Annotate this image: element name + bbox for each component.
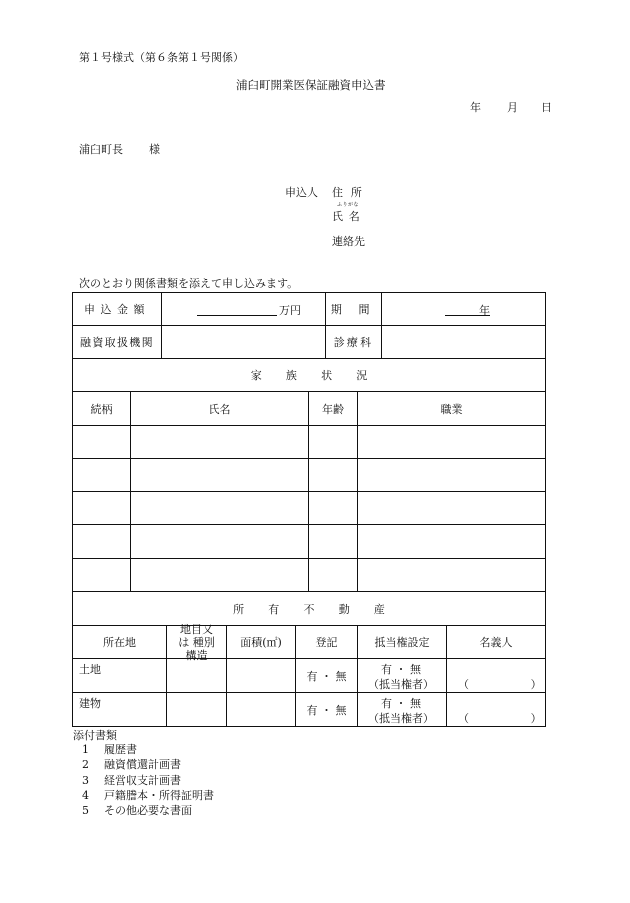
- list-item-number: 2: [82, 758, 89, 772]
- intro-text: 次のとおり関係書類を添えて申し込みます。: [79, 277, 299, 290]
- property-header-registration: 登記: [315, 636, 338, 649]
- family-relation-cell[interactable]: [73, 459, 130, 491]
- list-item: [80, 803, 214, 818]
- family-section-title: 家族状況: [250, 369, 392, 382]
- property-header-location: 所在地: [103, 636, 136, 649]
- family-name-cell[interactable]: [131, 492, 308, 524]
- addressee-honorific: 様: [149, 143, 160, 156]
- property-area-cell[interactable]: [227, 693, 295, 726]
- family-name-cell[interactable]: [131, 525, 308, 558]
- property-header-land-type-wrap: [167, 622, 226, 662]
- family-age-cell[interactable]: [309, 459, 357, 491]
- property-kind-label: 建物: [79, 697, 101, 710]
- family-age-cell[interactable]: [309, 426, 357, 458]
- family-relation-cell[interactable]: [73, 559, 130, 591]
- list-item-number: 1: [82, 743, 89, 756]
- property-mortgagee-label: （抵当権者）: [368, 678, 434, 691]
- applicant-furigana-label: ふりがな: [337, 202, 360, 208]
- family-header-relation: 続柄: [90, 402, 113, 416]
- loan-period-label: 期 間: [330, 303, 377, 316]
- date-day-label: 日: [541, 101, 552, 114]
- addressee: 浦臼町長: [79, 143, 123, 156]
- loan-institution-label: 融資取扱機関: [80, 336, 154, 349]
- list-item-number: 3: [82, 773, 89, 787]
- property-header-area: 面積(㎡): [240, 636, 282, 649]
- page-title: 浦臼町開業医保証融資申込書: [236, 78, 386, 92]
- property-land-type-cell[interactable]: [167, 693, 226, 726]
- property-header-land-type: 地目又は 種別構造: [178, 622, 215, 662]
- property-area-cell[interactable]: [227, 659, 295, 692]
- attachments-list: [80, 742, 214, 818]
- family-name-cell[interactable]: [131, 426, 308, 458]
- loan-period-unit: 年: [479, 304, 490, 317]
- property-registration-option[interactable]: 有 ・ 無: [306, 669, 347, 683]
- property-section-title: 所有不動産: [233, 602, 410, 616]
- date-year-label: 年: [470, 101, 481, 114]
- property-kind-label: 土地: [79, 663, 101, 676]
- family-name-cell[interactable]: [131, 459, 308, 491]
- list-item-text: その他必要な書面: [104, 804, 192, 818]
- applicant-name-label: 氏 名: [332, 210, 361, 223]
- list-item-text: 経営収支計画書: [104, 773, 181, 787]
- family-age-cell[interactable]: [309, 559, 357, 591]
- list-item: [80, 773, 214, 788]
- family-occupation-cell[interactable]: [358, 559, 545, 591]
- list-item-number: 5: [82, 804, 89, 818]
- property-mortgage-option[interactable]: 有 ・ 無: [381, 663, 421, 676]
- list-item-text: 履歴書: [104, 743, 137, 756]
- loan-amount-unit: 万円: [279, 304, 301, 317]
- list-item-text: 融資償還計画書: [104, 758, 181, 772]
- property-registration-option[interactable]: 有 ・ 無: [306, 703, 347, 717]
- family-header-name: 氏名: [208, 402, 231, 416]
- family-occupation-cell[interactable]: [358, 426, 545, 458]
- applicant-label: 申込人: [285, 186, 318, 199]
- attachments-title: 添付書類: [73, 729, 117, 742]
- form-reference: 第１号様式（第６条第１号関係）: [79, 51, 244, 64]
- applicant-contact-label: 連絡先: [332, 235, 365, 248]
- list-item: [80, 788, 214, 803]
- family-header-age: 年齢: [322, 402, 344, 416]
- loan-amount-label: 申込金額: [84, 303, 150, 316]
- loan-department-label: 診療科: [333, 336, 374, 349]
- list-item: [80, 757, 214, 772]
- family-name-cell[interactable]: [131, 559, 308, 591]
- list-item-number: 4: [82, 788, 89, 802]
- property-header-mortgage: 抵当権設定: [374, 636, 430, 649]
- property-mortgage-option[interactable]: 有 ・ 無: [381, 697, 421, 710]
- family-age-cell[interactable]: [309, 525, 357, 558]
- list-item-text: 戸籍謄本・所得証明書: [104, 788, 214, 802]
- property-owner-field[interactable]: （ ）: [458, 678, 543, 691]
- applicant-address-label: 住 所: [332, 186, 365, 199]
- family-occupation-cell[interactable]: [358, 492, 545, 524]
- family-relation-cell[interactable]: [73, 426, 130, 458]
- property-header-owner: 名義人: [479, 636, 513, 649]
- property-mortgagee-label: （抵当権者）: [368, 712, 434, 725]
- family-relation-cell[interactable]: [73, 492, 130, 524]
- loan-amount-blank[interactable]: [197, 315, 277, 316]
- property-owner-field[interactable]: （ ）: [458, 712, 543, 725]
- family-occupation-cell[interactable]: [358, 459, 545, 491]
- family-relation-cell[interactable]: [73, 525, 130, 558]
- date-month-label: 月: [507, 101, 518, 114]
- list-item: [80, 742, 214, 757]
- family-age-cell[interactable]: [309, 492, 357, 524]
- family-occupation-cell[interactable]: [358, 525, 545, 558]
- property-land-type-cell[interactable]: [167, 659, 226, 692]
- family-header-occupation: 職業: [440, 402, 463, 416]
